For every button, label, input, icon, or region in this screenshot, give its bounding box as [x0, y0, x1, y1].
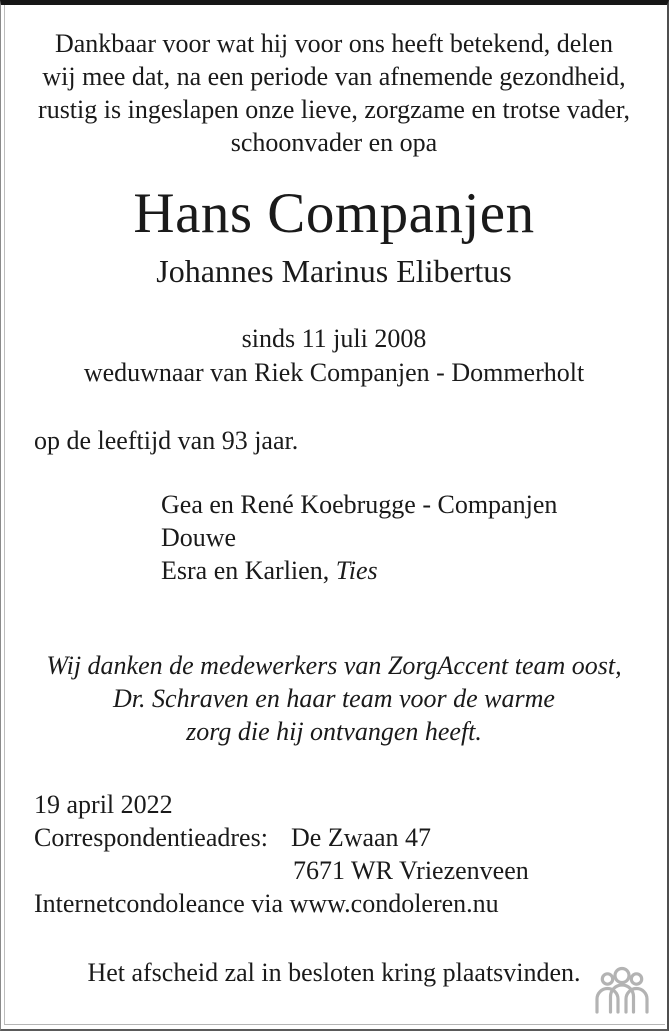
- opening-line: wij mee dat, na een periode van afnemende gezondheid,: [42, 62, 626, 91]
- grandchild-name: Ties: [335, 556, 378, 585]
- relative-names: Esra en Karlien,: [161, 556, 336, 585]
- deceased-given-names: Johannes Marinus Elibertus: [156, 253, 512, 289]
- internet-condolence-line: Internetcondoleance via www.condoleren.nu: [34, 889, 499, 918]
- thanks-paragraph: [1, 649, 667, 748]
- widower-since-line: sinds 11 juli 2008: [241, 324, 427, 353]
- correspondence-city: 7671 WR Vriezenveen: [293, 856, 529, 885]
- relative-line: [161, 554, 667, 587]
- relative-line: Douwe: [161, 523, 237, 552]
- correspondence-label: Correspondentieadres:: [34, 823, 268, 852]
- correspondence-address: De Zwaan 47: [291, 823, 432, 852]
- thanks-line: Wij danken de medewerkers van ZorgAccent team oost,: [46, 651, 622, 680]
- family-group-icon: [593, 966, 651, 1019]
- opening-line: schoonvader en opa: [230, 128, 438, 157]
- closing-line: Het afscheid zal in besloten kring plaatsvinden.: [87, 958, 581, 987]
- correspondence-line: [34, 821, 667, 854]
- date-line: 19 april 2022: [34, 790, 173, 819]
- relatives-list: [161, 488, 667, 587]
- correspondence-block: [34, 788, 667, 920]
- deceased-name: Hans Companjen: [133, 182, 535, 245]
- widower-info: [1, 322, 667, 390]
- obituary-content: [1, 5, 667, 989]
- opening-paragraph: [1, 27, 667, 159]
- thanks-line: Dr. Schraven en haar team voor de warme: [113, 684, 555, 713]
- relative-line: Gea en René Koebrugge - Companjen: [161, 490, 558, 519]
- thanks-line: zorg die hij ontvangen heeft.: [186, 717, 482, 746]
- opening-line: rustig is ingeslapen onze lieve, zorgzame en trotse vader,: [38, 95, 630, 124]
- age-line: op de leeftijd van 93 jaar.: [34, 426, 299, 455]
- opening-line: Dankbaar voor wat hij voor ons heeft betekend, delen: [54, 29, 614, 58]
- widower-of-line: weduwnaar van Riek Companjen - Dommerholt: [83, 358, 585, 387]
